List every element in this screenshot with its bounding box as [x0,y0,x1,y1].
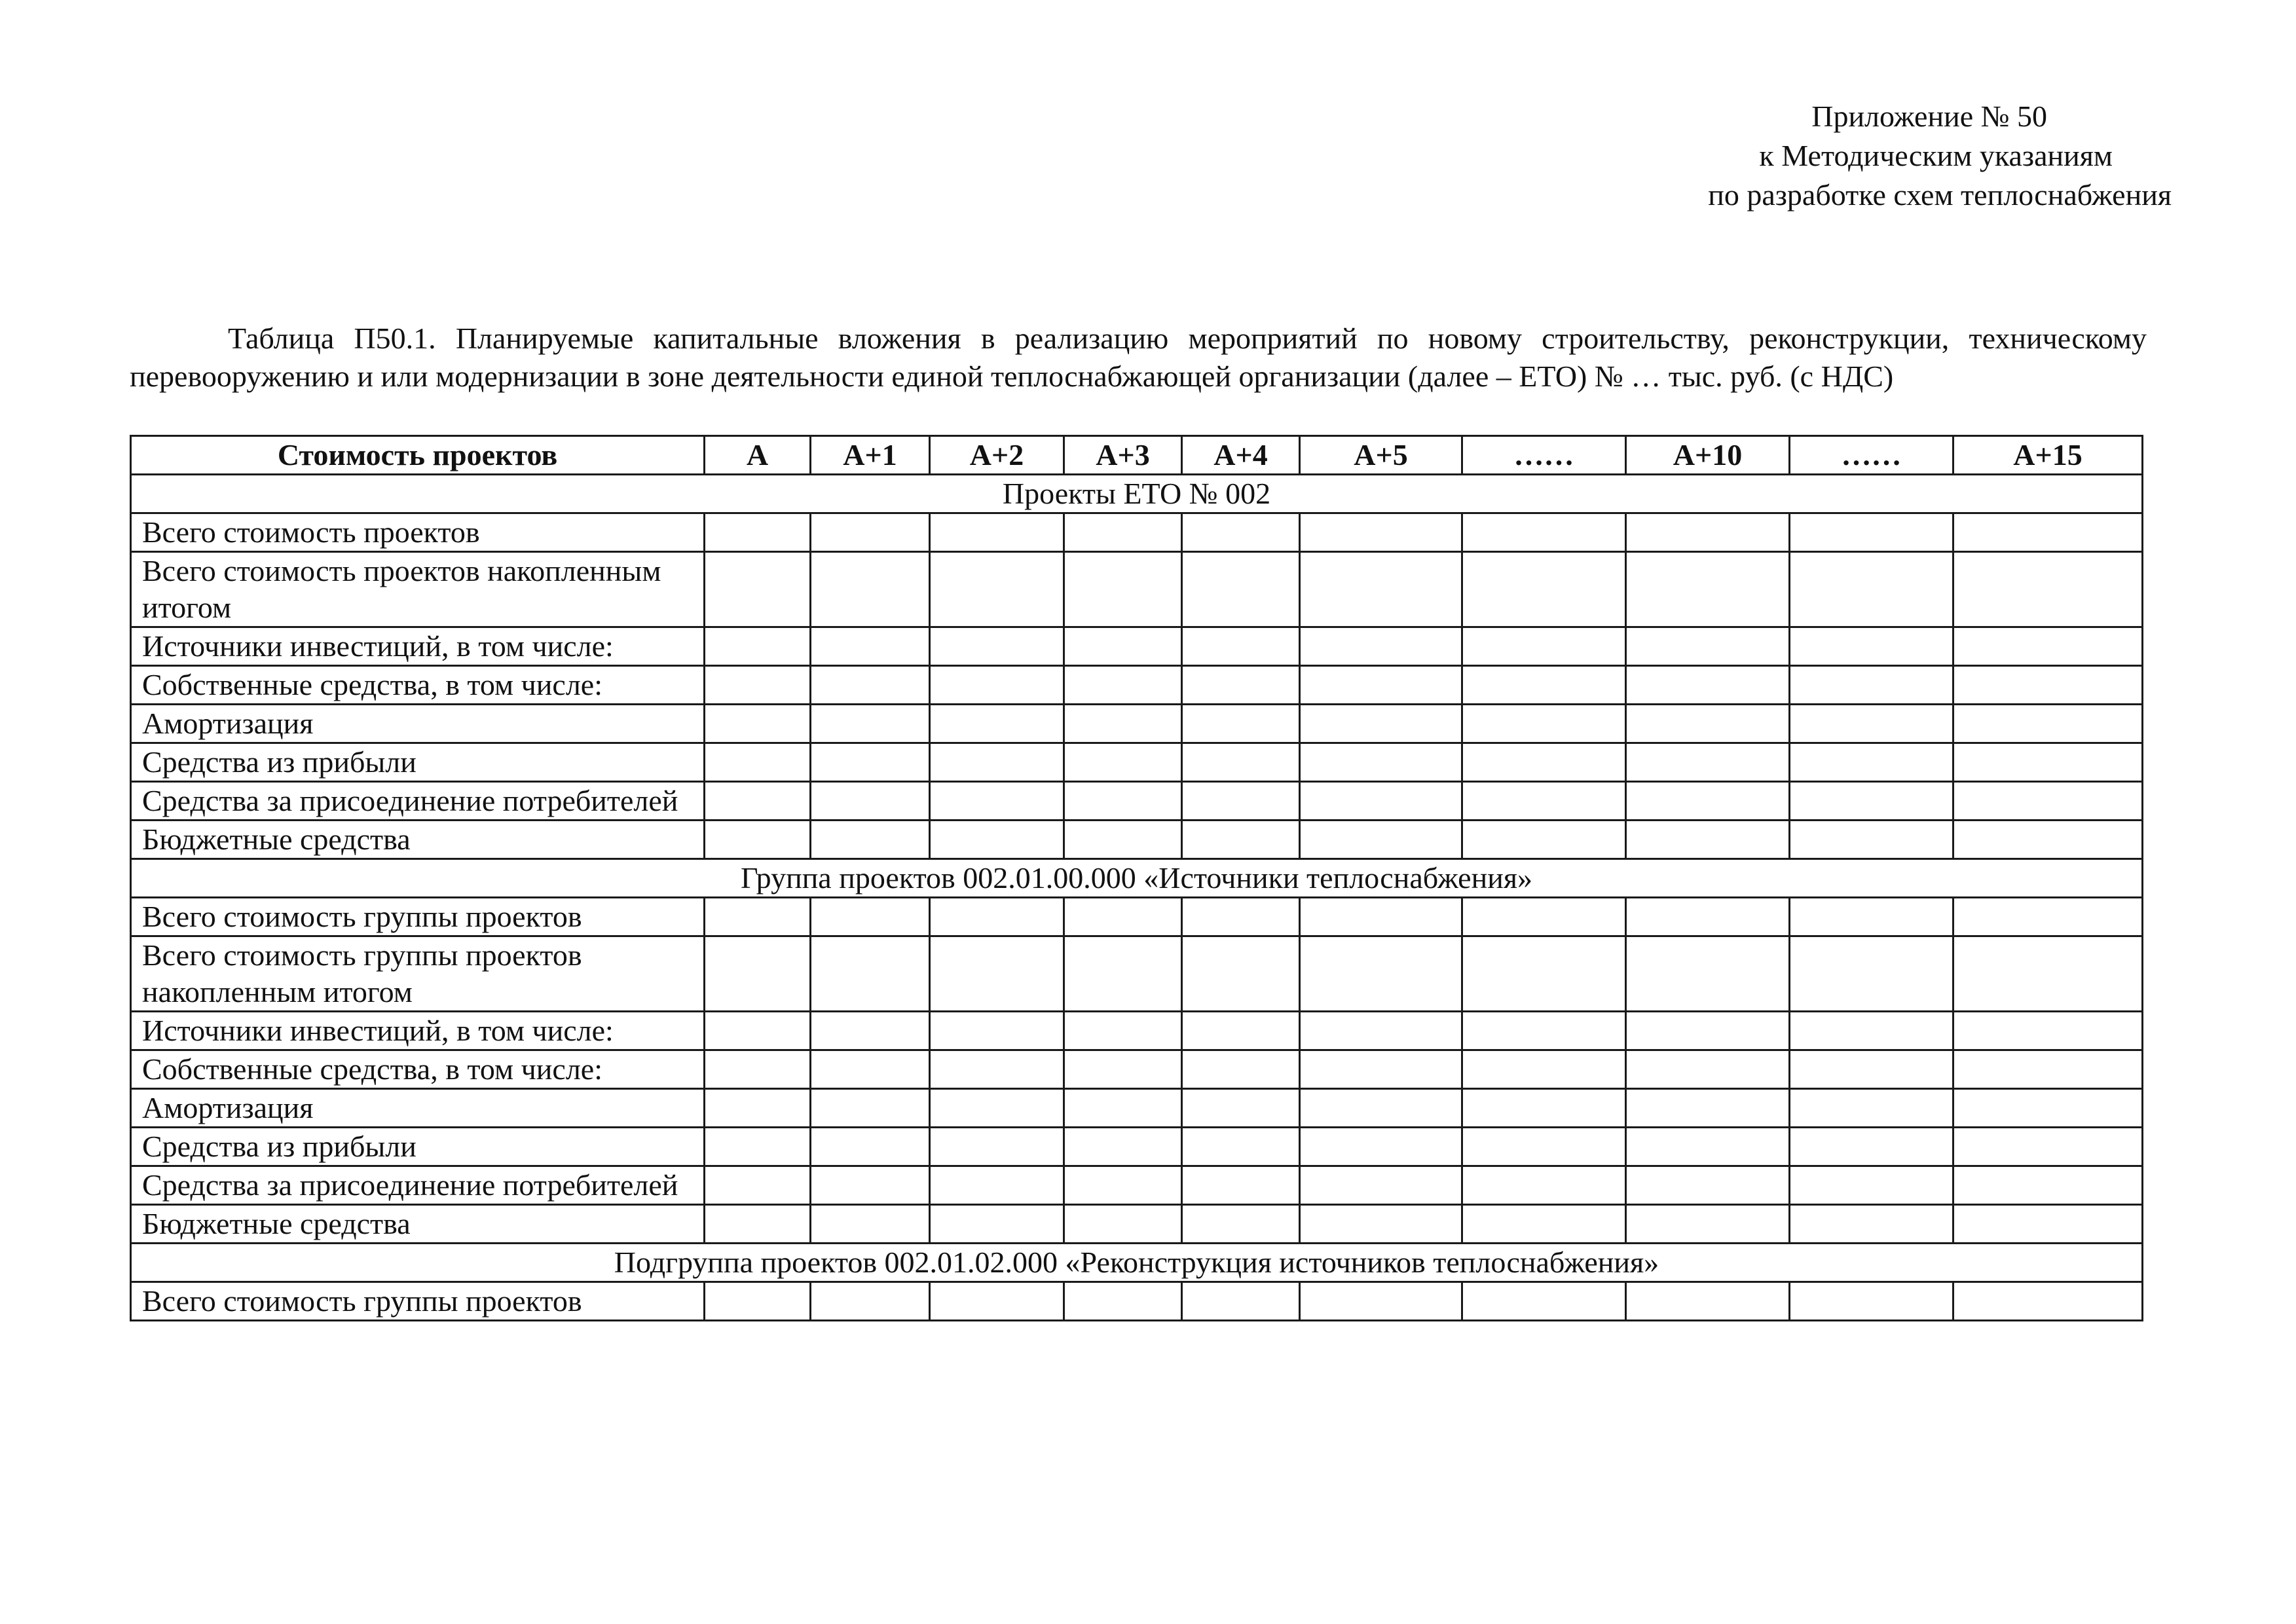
empty-value-cell [1300,936,1462,1012]
empty-value-cell [1064,743,1182,782]
empty-value-cell [705,898,811,936]
empty-value-cell [1790,821,1953,859]
empty-value-cell [1182,1128,1300,1166]
empty-value-cell [930,1282,1064,1321]
empty-value-cell [811,821,930,859]
empty-value-cell [930,936,1064,1012]
empty-value-cell [1182,936,1300,1012]
empty-value-cell [1790,898,1953,936]
section-row [131,1244,2143,1282]
empty-value-cell [705,936,811,1012]
empty-value-cell [1300,552,1462,627]
table-row [131,1012,2143,1050]
empty-value-cell [1953,1128,2143,1166]
empty-value-cell [1064,1282,1182,1321]
appendix-header [1582,97,2172,215]
empty-value-cell [1626,898,1790,936]
empty-value-cell [705,821,811,859]
empty-value-cell [1462,513,1626,552]
empty-value-cell [1790,552,1953,627]
empty-value-cell [1790,1166,1953,1205]
section-row [131,475,2143,513]
empty-value-cell [1300,898,1462,936]
empty-value-cell [1300,705,1462,743]
empty-value-cell [1300,1089,1462,1128]
table-row [131,1089,2143,1128]
empty-value-cell [1300,1128,1462,1166]
empty-value-cell [1462,821,1626,859]
row-label: Средства из прибыли [131,743,705,782]
empty-value-cell [705,513,811,552]
table-row [131,1166,2143,1205]
empty-value-cell [930,782,1064,821]
empty-value-cell [811,1089,930,1128]
row-label: Средства за присоединение потребителей [131,1166,705,1205]
empty-value-cell [1462,1012,1626,1050]
empty-value-cell [1626,705,1790,743]
empty-value-cell [1300,821,1462,859]
empty-value-cell [930,552,1064,627]
header-row [131,436,2143,475]
empty-value-cell [1300,1166,1462,1205]
empty-value-cell [1182,743,1300,782]
column-header: А [705,436,811,475]
empty-value-cell [1182,1012,1300,1050]
empty-value-cell [1626,936,1790,1012]
empty-value-cell [1064,1012,1182,1050]
empty-value-cell [811,1166,930,1205]
empty-value-cell [930,821,1064,859]
empty-value-cell [705,1205,811,1244]
investment-table [130,435,2143,1321]
table-row [131,936,2143,1012]
table-row [131,1050,2143,1089]
empty-value-cell [1953,936,2143,1012]
empty-value-cell [930,627,1064,666]
empty-value-cell [1300,1012,1462,1050]
empty-value-cell [1064,513,1182,552]
empty-value-cell [1462,627,1626,666]
empty-value-cell [811,552,930,627]
empty-value-cell [1626,1282,1790,1321]
column-header: А+10 [1626,436,1790,475]
empty-value-cell [705,1166,811,1205]
empty-value-cell [811,513,930,552]
table-row [131,513,2143,552]
empty-value-cell [1790,666,1953,705]
row-label: Всего стоимость проектов накопленным итогом [131,552,705,627]
column-header: Стоимость проектов [131,436,705,475]
empty-value-cell [1626,782,1790,821]
table-row [131,705,2143,743]
empty-value-cell [811,666,930,705]
empty-value-cell [811,1282,930,1321]
empty-value-cell [1064,552,1182,627]
appendix-reference: к Методическим указаниям [1759,139,2113,172]
empty-value-cell [1064,821,1182,859]
empty-value-cell [1300,1050,1462,1089]
empty-value-cell [1300,666,1462,705]
section-title: Группа проектов 002.01.00.000 «Источники теплоснабжения» [131,859,2143,898]
empty-value-cell [1626,513,1790,552]
empty-value-cell [1182,666,1300,705]
empty-value-cell [1462,743,1626,782]
empty-value-cell [1182,705,1300,743]
empty-value-cell [1953,782,2143,821]
row-label: Источники инвестиций, в том числе: [131,1012,705,1050]
empty-value-cell [1790,743,1953,782]
empty-value-cell [1790,1282,1953,1321]
empty-value-cell [1064,936,1182,1012]
empty-value-cell [1462,666,1626,705]
empty-value-cell [1462,1282,1626,1321]
empty-value-cell [705,1089,811,1128]
empty-value-cell [1064,782,1182,821]
empty-value-cell [1064,1050,1182,1089]
empty-value-cell [811,705,930,743]
column-header: А+2 [930,436,1064,475]
empty-value-cell [811,1128,930,1166]
empty-value-cell [1790,1050,1953,1089]
empty-value-cell [1953,1050,2143,1089]
row-label: Амортизация [131,1089,705,1128]
empty-value-cell [811,743,930,782]
empty-value-cell [1064,1166,1182,1205]
empty-value-cell [1790,1128,1953,1166]
empty-value-cell [811,1205,930,1244]
row-label: Всего стоимость группы проектов накопленным итогом [131,936,705,1012]
empty-value-cell [1953,666,2143,705]
empty-value-cell [1300,782,1462,821]
empty-value-cell [1790,782,1953,821]
row-label: Амортизация [131,705,705,743]
empty-value-cell [1182,821,1300,859]
empty-value-cell [1182,552,1300,627]
empty-value-cell [1626,627,1790,666]
empty-value-cell [705,552,811,627]
empty-value-cell [1626,1050,1790,1089]
column-header: А+15 [1953,436,2143,475]
empty-value-cell [930,705,1064,743]
empty-value-cell [1626,1089,1790,1128]
empty-value-cell [1462,1050,1626,1089]
empty-value-cell [1953,821,2143,859]
empty-value-cell [930,1128,1064,1166]
row-label: Всего стоимость проектов [131,513,705,552]
empty-value-cell [930,1050,1064,1089]
empty-value-cell [930,513,1064,552]
empty-value-cell [1790,936,1953,1012]
empty-value-cell [930,1012,1064,1050]
empty-value-cell [811,936,930,1012]
row-label: Источники инвестиций, в том числе: [131,627,705,666]
empty-value-cell [705,1128,811,1166]
empty-value-cell [811,898,930,936]
table-row [131,782,2143,821]
row-label: Собственные средства, в том числе: [131,1050,705,1089]
empty-value-cell [811,627,930,666]
empty-value-cell [1182,1282,1300,1321]
empty-value-cell [1182,1050,1300,1089]
empty-value-cell [1462,1089,1626,1128]
table-row [131,743,2143,782]
empty-value-cell [930,666,1064,705]
empty-value-cell [1626,1205,1790,1244]
column-header: …… [1790,436,1953,475]
row-label: Собственные средства, в том числе: [131,666,705,705]
empty-value-cell [705,627,811,666]
empty-value-cell [1300,627,1462,666]
column-header: А+5 [1300,436,1462,475]
empty-value-cell [930,1166,1064,1205]
empty-value-cell [1064,627,1182,666]
empty-value-cell [1182,898,1300,936]
appendix-subject: по разработке схем теплоснабжения [1708,178,2172,212]
empty-value-cell [705,1050,811,1089]
empty-value-cell [930,1089,1064,1128]
empty-value-cell [1300,513,1462,552]
empty-value-cell [1064,705,1182,743]
empty-value-cell [705,666,811,705]
row-label: Всего стоимость группы проектов [131,1282,705,1321]
empty-value-cell [1953,705,2143,743]
empty-value-cell [705,743,811,782]
empty-value-cell [1462,936,1626,1012]
table-body [131,475,2143,1321]
empty-value-cell [1462,1205,1626,1244]
table-row [131,1205,2143,1244]
empty-value-cell [1300,1205,1462,1244]
section-title: Проекты ЕТО № 002 [131,475,2143,513]
empty-value-cell [1462,782,1626,821]
table-row [131,898,2143,936]
empty-value-cell [1953,1012,2143,1050]
section-row [131,859,2143,898]
table-row [131,1282,2143,1321]
empty-value-cell [1790,1012,1953,1050]
empty-value-cell [1790,513,1953,552]
empty-value-cell [1182,782,1300,821]
empty-value-cell [1626,552,1790,627]
empty-value-cell [1462,1166,1626,1205]
empty-value-cell [1182,1166,1300,1205]
empty-value-cell [1790,627,1953,666]
empty-value-cell [1182,513,1300,552]
empty-value-cell [930,898,1064,936]
empty-value-cell [811,782,930,821]
empty-value-cell [1462,1128,1626,1166]
empty-value-cell [1953,627,2143,666]
column-header: …… [1462,436,1626,475]
empty-value-cell [705,782,811,821]
table-row [131,627,2143,666]
empty-value-cell [1790,1205,1953,1244]
empty-value-cell [1064,1205,1182,1244]
table-row [131,821,2143,859]
column-header: А+1 [811,436,930,475]
empty-value-cell [1953,513,2143,552]
row-label: Всего стоимость группы проектов [131,898,705,936]
empty-value-cell [1626,1128,1790,1166]
row-label: Средства из прибыли [131,1128,705,1166]
empty-value-cell [1626,1012,1790,1050]
empty-value-cell [1953,743,2143,782]
empty-value-cell [1300,1282,1462,1321]
row-label: Бюджетные средства [131,1205,705,1244]
empty-value-cell [1953,1166,2143,1205]
empty-value-cell [1064,666,1182,705]
empty-value-cell [1462,898,1626,936]
empty-value-cell [1064,1089,1182,1128]
empty-value-cell [1064,898,1182,936]
empty-value-cell [1626,743,1790,782]
empty-value-cell [1300,743,1462,782]
empty-value-cell [1182,1205,1300,1244]
empty-value-cell [811,1050,930,1089]
empty-value-cell [1790,705,1953,743]
empty-value-cell [1182,1089,1300,1128]
table-row [131,1128,2143,1166]
section-title: Подгруппа проектов 002.01.02.000 «Реконструкция источников теплоснабжения» [131,1244,2143,1282]
empty-value-cell [1953,1282,2143,1321]
empty-value-cell [1953,552,2143,627]
empty-value-cell [1462,705,1626,743]
empty-value-cell [1064,1128,1182,1166]
empty-value-cell [1953,898,2143,936]
empty-value-cell [1182,627,1300,666]
empty-value-cell [930,1205,1064,1244]
column-header: А+3 [1064,436,1182,475]
row-label: Бюджетные средства [131,821,705,859]
empty-value-cell [1626,821,1790,859]
empty-value-cell [705,705,811,743]
empty-value-cell [1953,1089,2143,1128]
table-row [131,552,2143,627]
empty-value-cell [1462,552,1626,627]
empty-value-cell [1790,1089,1953,1128]
column-header: А+4 [1182,436,1300,475]
empty-value-cell [1626,666,1790,705]
empty-value-cell [930,743,1064,782]
empty-value-cell [1626,1166,1790,1205]
empty-value-cell [705,1012,811,1050]
empty-value-cell [1953,1205,2143,1244]
empty-value-cell [811,1012,930,1050]
table-caption: Таблица П50.1. Планируемые капитальные вложения в реализацию мероприятий по новому строительству, реконструкции, техническому перевооружению и или модернизации в зоне деятельности единой теплоснабжающей организации (далее – ЕТО) № … тыс. руб. (с НДС) [130,322,2147,393]
row-label: Средства за присоединение потребителей [131,782,705,821]
appendix-number: Приложение № 50 [1811,100,2047,133]
empty-value-cell [705,1282,811,1321]
table-row [131,666,2143,705]
